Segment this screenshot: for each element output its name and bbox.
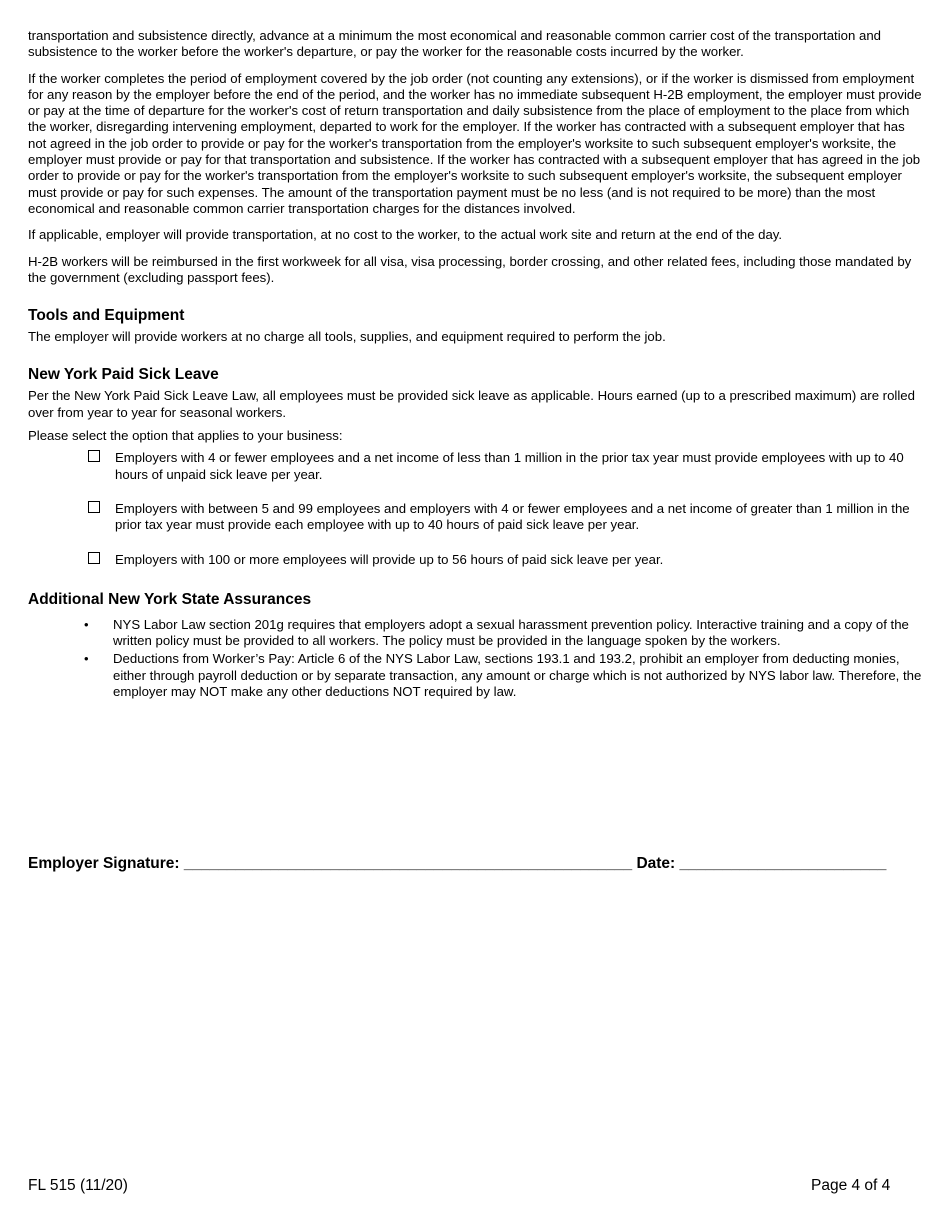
sick-leave-option-unpaid [28, 450, 922, 483]
list-item [28, 651, 922, 700]
checkbox-option-1[interactable] [88, 450, 100, 462]
page-number: Page 4 of 4 [811, 1177, 891, 1194]
sick-leave-prompt: Please select the option that applies to your business: [28, 428, 343, 444]
option-label-3: Employers with 100 or more employees will provide up to 56 hours of paid sick leave per year. [115, 551, 664, 567]
option-label-2: Employers with between 5 and 99 employees and employers with 4 or fewer employees and a net income of greater than 1 million in the prior tax year must provide each employee with up to 40 hours of paid sick leave per year. [115, 500, 910, 533]
list-item [28, 617, 922, 650]
assurance-text-harassment: NYS Labor Law section 201g requires that employers adopt a sexual harassment prevention policy. Interactive training and a copy of the written policy must be provided to all workers. The policy must be provided in the language spoken by the workers. [113, 616, 909, 649]
checkbox-option-2[interactable] [88, 501, 100, 513]
employer-signature-line[interactable]: Employer Signature: ____________________________________________________ Date: ________________________ [28, 855, 887, 872]
sick-leave-option-paid-56 [28, 552, 922, 568]
checkbox-option-3[interactable] [88, 552, 100, 564]
intro-paragraph-transport: transportation and subsistence directly, advance at a minimum the most economical and reasonable common carrier cost of the transportation and subsistence to the worker before the worker's departure, or pay the worker for the reasonable costs incurred by the worker. [28, 28, 881, 60]
intro-paragraph-daily-transport: If applicable, employer will provide transportation, at no cost to the worker, to the actual work site and return at the end of the day. [28, 227, 783, 243]
sick-leave-text: Per the New York Paid Sick Leave Law, all employees must be provided sick leave as applicable. Hours earned (up to a prescribed maximum) are rolled over from year to year for seasonal workers. [28, 388, 915, 420]
sick-leave-heading: New York Paid Sick Leave [28, 366, 219, 384]
tools-text: The employer will provide workers at no charge all tools, supplies, and equipment required to perform the job. [28, 329, 666, 345]
bullet-icon: • [84, 651, 89, 667]
tools-heading: Tools and Equipment [28, 307, 185, 325]
form-id: FL 515 (11/20) [28, 1177, 128, 1194]
bullet-icon: • [84, 616, 89, 632]
document-page [28, 28, 922, 702]
sick-leave-options [28, 450, 922, 567]
intro-paragraph-return-transport: If the worker completes the period of employment covered by the job order (not counting any extensions), or if the worker is dismissed from employment for any reason by the employer before the end of the period, and the worker has no immediate subsequent H-2B employment, the employer must provide or pay at the time of departure for the worker's cost of return transportation and daily subsistence from the place of employment to the place from which the worker, disregarding intervening employment, departed to work for the employer. If the worker has contracted with a subsequent employer that has not agreed in the job order to provide or pay for the worker's transportation from the employer's worksite to such subsequent employer's worksite, the employer must provide or pay for that transportation and subsistence. If the worker has contracted with a subsequent employer that has agreed in the job order to provide or pay for the worker's transportation from the employer's worksite to such subsequent employer's worksite, the subsequent employer must provide or pay for such expenses. The amount of the transportation payment must be no less (and is not required to be more) than the most economical and reasonable common carrier transportation charges for the distances involved. [28, 70, 922, 216]
intro-paragraph-visa-reimbursement: H-2B workers will be reimbursed in the first workweek for all visa, visa processing, border crossing, and other related fees, including those mandated by the government (excluding passport fees). [28, 253, 912, 285]
sick-leave-option-paid-40 [28, 501, 922, 534]
assurance-text-deductions: Deductions from Worker’s Pay: Article 6 of the NYS Labor Law, sections 193.1 and 193.2, prohibit an employer from deducting monies, either through payroll deduction or by separate transaction, any amount or charge which is not authorized by NYS labor law. Therefore, the employer may NOT make any other deductions NOT required by law. [113, 651, 922, 700]
option-label-1: Employers with 4 or fewer employees and a net income of less than 1 million in the prior tax year must provide employees with up to 40 hours of unpaid sick leave per year. [115, 450, 904, 482]
assurances-list [28, 617, 922, 700]
assurances-heading: Additional New York State Assurances [28, 590, 312, 608]
